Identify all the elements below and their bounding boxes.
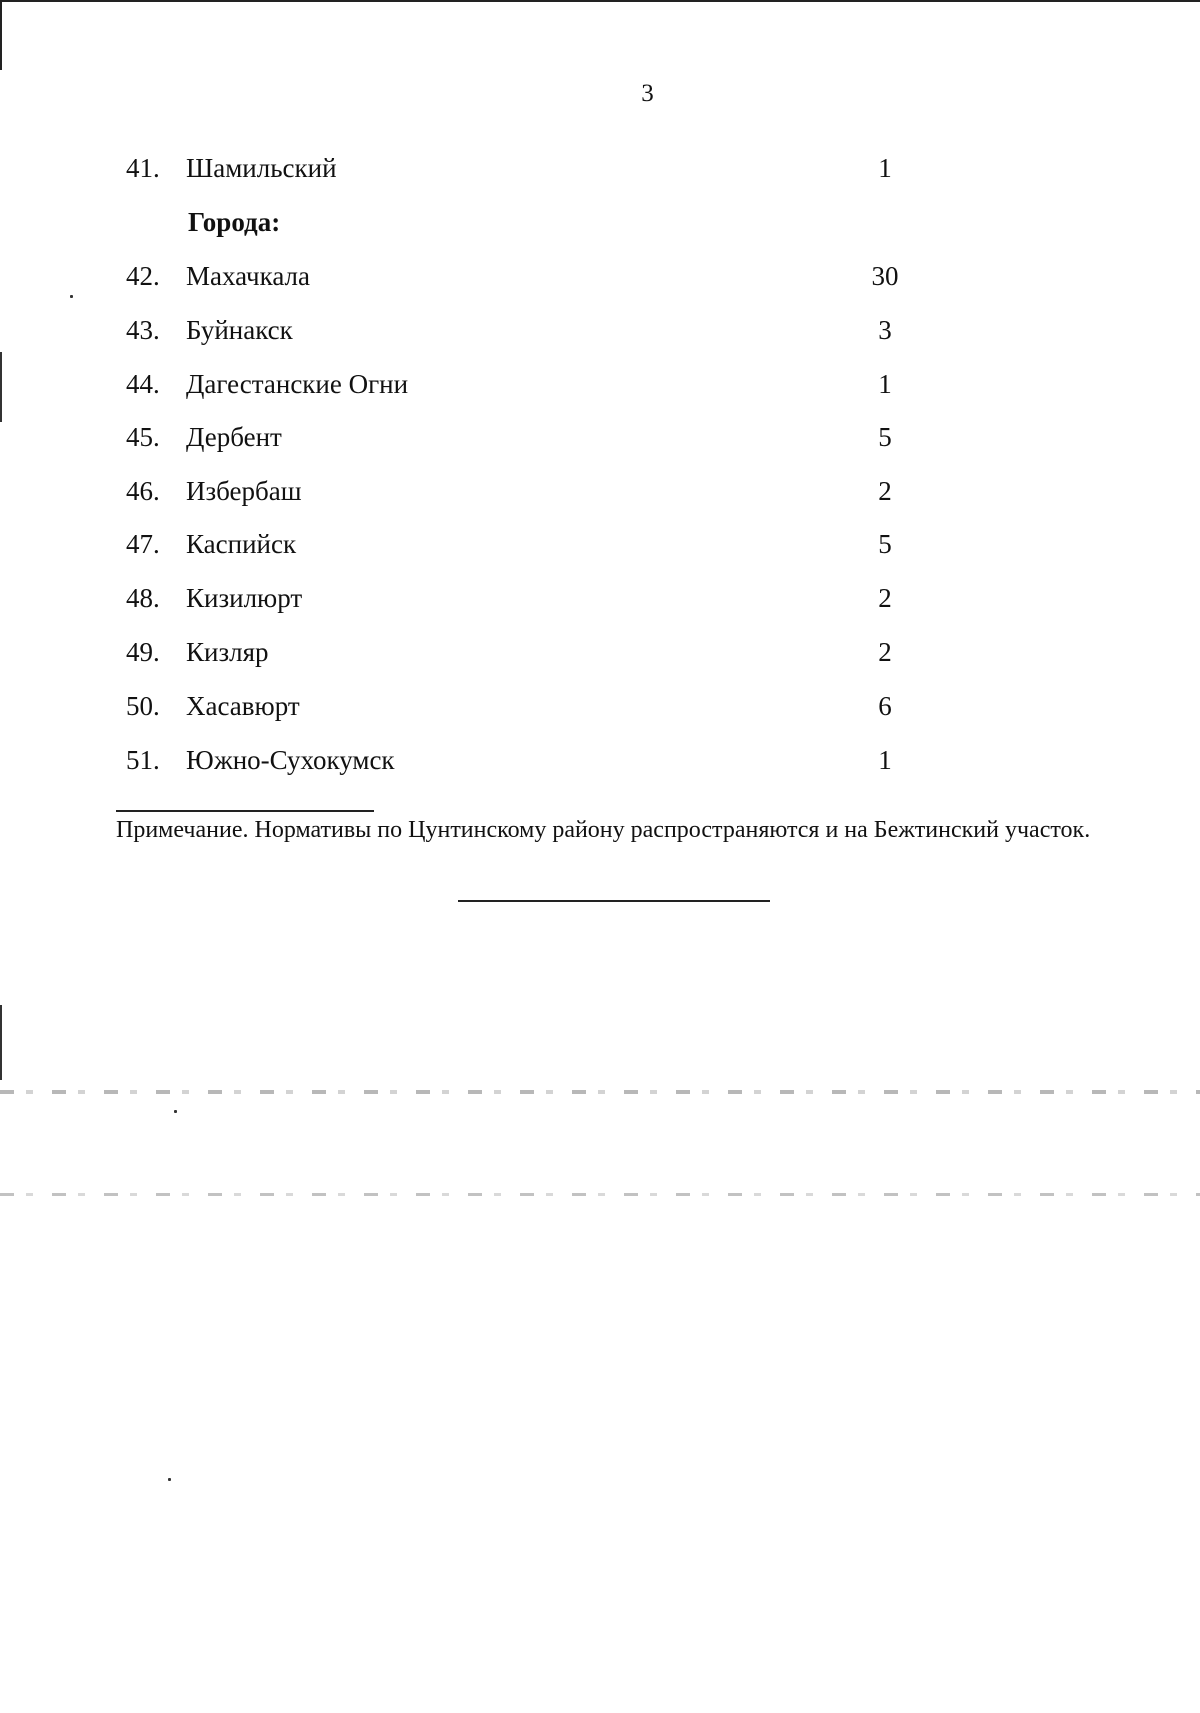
row-name: Кизляр [186, 637, 269, 667]
row-value: 1 [878, 745, 892, 775]
list-row [0, 686, 1200, 726]
row-number: 41. [126, 153, 160, 183]
scan-artifact-line [0, 1090, 1200, 1094]
footnote: Примечание. Нормативы по Цунтинскому району распространяются и на Бежтинский участок. [116, 817, 1091, 843]
row-number: 50. [126, 691, 160, 721]
list-row [0, 310, 1200, 350]
row-value: 5 [878, 422, 892, 452]
row-value: 6 [878, 691, 892, 721]
list-row [0, 524, 1200, 564]
row-number: 42. [126, 261, 160, 291]
list-row [0, 740, 1200, 780]
scan-speck [70, 295, 73, 298]
row-name: Избербаш [186, 476, 302, 506]
row-name: Южно-Сухокумск [186, 745, 395, 775]
scan-border-left-top [0, 0, 2, 70]
scan-speck [168, 1478, 171, 1481]
row-name: Хасавюрт [186, 691, 300, 721]
row-value: 2 [878, 476, 892, 506]
row-number: 47. [126, 529, 160, 559]
row-name: Буйнакск [186, 315, 293, 345]
scan-artifact-line [0, 1193, 1200, 1196]
row-value: 2 [878, 583, 892, 613]
row-number: 44. [126, 369, 160, 399]
row-name: Махачкала [186, 261, 311, 291]
list-row [0, 364, 1200, 404]
list-row [0, 471, 1200, 511]
row-value: 3 [878, 315, 892, 345]
list-row [0, 417, 1200, 457]
row-value: 5 [878, 529, 892, 559]
page-number: 3 [641, 80, 654, 107]
row-value: 30 [871, 261, 899, 291]
row-number: 49. [126, 637, 160, 667]
row-name: Дербент [186, 422, 282, 452]
scan-speck [174, 1110, 177, 1113]
row-number: 46. [126, 476, 160, 506]
list-row [0, 148, 1200, 188]
row-name: Кизилюрт [186, 583, 303, 613]
row-number: 48. [126, 583, 160, 613]
section-heading-cities: Города: [188, 207, 281, 237]
row-number: 45. [126, 422, 160, 452]
row-value: 2 [878, 637, 892, 667]
scan-border-top [0, 0, 1200, 2]
row-name: Дагестанские Огни [186, 369, 409, 399]
scan-border-left-bottom [0, 1005, 2, 1080]
list-row [0, 632, 1200, 672]
row-value: 1 [878, 153, 892, 183]
row-number: 51. [126, 745, 160, 775]
list-row [0, 578, 1200, 618]
list-row [0, 256, 1200, 296]
row-value: 1 [878, 369, 892, 399]
end-of-document-rule [458, 900, 770, 902]
row-name: Каспийск [186, 529, 297, 559]
row-name: Шамильский [186, 153, 337, 183]
row-number: 43. [126, 315, 160, 345]
